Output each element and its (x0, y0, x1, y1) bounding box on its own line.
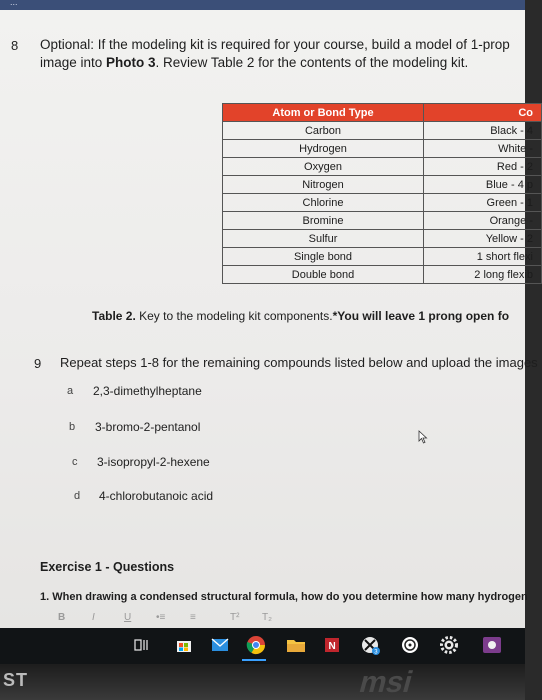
app-n-icon[interactable] (320, 633, 344, 657)
bold-button[interactable]: B (58, 612, 66, 623)
task-view-icon[interactable] (130, 633, 154, 657)
store-icon[interactable] (172, 633, 196, 657)
mouse-cursor-icon (418, 430, 428, 444)
xbox-icon[interactable] (358, 633, 382, 657)
subscript-button[interactable]: T₂ (262, 612, 272, 623)
italic-button[interactable]: I (92, 612, 95, 623)
chrome-icon[interactable] (244, 633, 268, 657)
modeling-kit-table (222, 103, 542, 284)
settings-gear-icon[interactable] (437, 633, 461, 657)
table-row: Sulfur Yellow - 2 (223, 230, 542, 248)
item-letter: d (74, 490, 81, 502)
underline-button[interactable]: U (124, 612, 132, 623)
bezel-text: ST (3, 670, 29, 690)
table-row: Bromine Orange - (223, 212, 542, 230)
step-9-number: 9 (34, 356, 42, 371)
item-letter: a (67, 385, 74, 397)
compound-name: 3-bromo-2-pentanol (95, 420, 201, 434)
browser-top-strip: ... (0, 0, 525, 10)
dragon-center-icon[interactable] (398, 633, 422, 657)
file-explorer-icon[interactable] (284, 633, 308, 657)
table-row: Double bond 2 long flexib (223, 266, 542, 284)
laptop-bezel (0, 664, 525, 700)
table-row: Single bond 1 short flexi (223, 248, 542, 266)
step-8-line-1: Optional: If the modeling kit is required for your course, build a model of 1-prop (40, 37, 510, 52)
compound-name: 2,3-dimethylheptane (93, 384, 202, 398)
tray-app-icon[interactable] (480, 633, 504, 657)
table-row: Nitrogen Blue - 4 p (223, 176, 542, 194)
item-letter: b (69, 421, 76, 433)
bulleted-list-button[interactable]: •≡ (156, 612, 166, 623)
mail-icon[interactable] (208, 633, 232, 657)
table-row: Hydrogen White - (223, 140, 542, 158)
compound-name: 3-isopropyl-2-hexene (97, 455, 210, 469)
table-header-color: Co (424, 104, 542, 122)
table-header-atom-type: Atom or Bond Type (223, 104, 424, 122)
superscript-button[interactable]: T² (230, 612, 240, 623)
compound-name: 4-chlorobutanoic acid (99, 489, 214, 503)
table-caption: Table 2. Key to the modeling kit components.*You will leave 1 prong open fo (92, 309, 510, 323)
active-app-indicator (242, 659, 266, 661)
svg-text:N: N (328, 641, 336, 652)
step-9-text: Repeat steps 1-8 for the remaining compounds listed below and upload the images (60, 355, 538, 370)
table-row: Carbon Black - 4 (223, 122, 542, 140)
photo-3-reference: Photo 3 (106, 55, 156, 70)
formatting-toolbar (40, 612, 525, 628)
svg-text:3: 3 (374, 649, 378, 656)
taskbar (0, 628, 525, 664)
item-letter: c (72, 456, 78, 468)
step-8-line-2: image into Photo 3. Review Table 2 for the contents of the modeling kit. (40, 55, 469, 70)
question-1: 1. When drawing a condensed structural formula, how do you determine how many hydrogen (40, 591, 528, 603)
exercise-title: Exercise 1 - Questions (40, 560, 175, 574)
numbered-list-button[interactable]: ≡ (190, 612, 196, 623)
table-row: Chlorine Green - 1 (223, 194, 542, 212)
step-8-number: 8 (11, 38, 19, 53)
table-row: Oxygen Red - 2 (223, 158, 542, 176)
msi-logo: msi (355, 666, 417, 699)
